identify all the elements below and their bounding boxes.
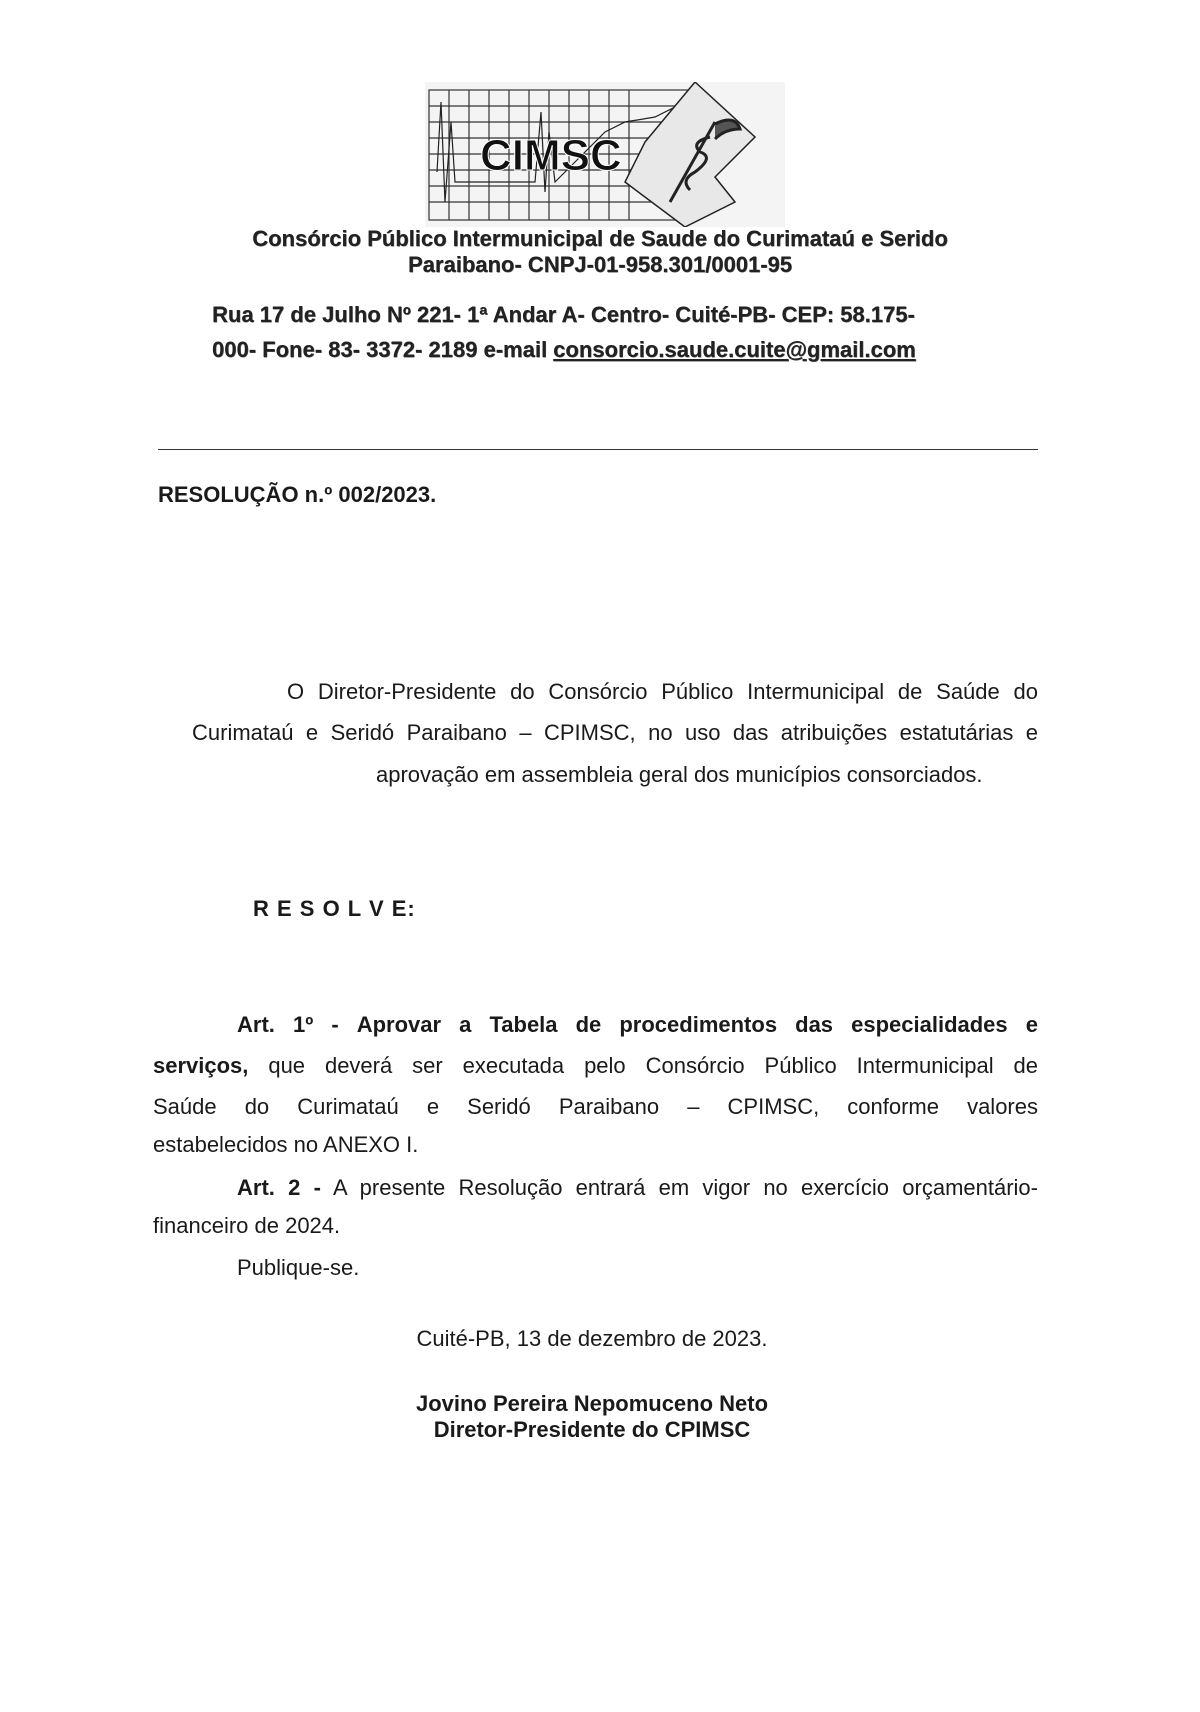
art2-label: Art. 2 - [237,1175,321,1200]
art2-line-2: financeiro de 2024. [153,1213,341,1238]
publish-text: Publique-se. [237,1255,360,1280]
preamble-text: O Diretor-Presidente do Consórcio Público Intermunicipal de Saúde do [287,679,1038,704]
org-name-line1: Consórcio Público Intermunicipal de Saude do Curimataú e Serido [252,226,948,251]
preamble-line-1 [287,679,1038,705]
art1-text: que deverá ser executada pelo Consórcio Público Intermunicipal de [268,1053,1038,1078]
org-name-line2: Paraibano- CNPJ-01-958.301/0001-95 [408,252,792,277]
logo-text: CIMSC [480,131,622,180]
header-divider [158,449,1038,450]
cimsc-logo [425,82,785,227]
signatory-role: Diretor-Presidente do CPIMSC [433,1417,751,1442]
preamble-line-3: aprovação em assembleia geral dos municípios consorciados. [376,762,983,787]
art1-label: Art. 1º - [237,1012,339,1037]
art2-text: A presente Resolução entrará em vigor no exercício orçamentário- [332,1175,1038,1200]
art1-line-1 [237,1012,1038,1038]
art1-line-2 [153,1053,1038,1079]
art1-text: Saúde do Curimataú e Seridó Paraibano – CPIMSC, conforme valores [153,1094,1038,1119]
phone-text: 000- Fone- 83- 3372- 2189 e-mail [212,337,554,362]
date-line: Cuité-PB, 13 de dezembro de 2023. [416,1326,768,1351]
art1-line-4: estabelecidos no ANEXO I. [153,1132,419,1157]
art1-bold-text: Aprovar a Tabela de procedimentos das especialidades e [356,1012,1038,1037]
address-line2 [212,337,1024,363]
resolution-title: RESOLUÇÃO n.º 002/2023. [158,482,437,507]
address-line1: Rua 17 de Julho Nº 221- 1ª Andar A- Centro- Cuité-PB- CEP: 58.175- [212,302,915,327]
art1-bold-text-2: serviços, [153,1053,249,1078]
email-link[interactable]: consorcio.saude.cuite@gmail.com [553,337,916,362]
art2-line-1 [237,1175,1038,1201]
preamble-line-2 [192,720,1038,746]
preamble-text: Curimataú e Seridó Paraibano – CPIMSC, no uso das atribuições estatutárias e [192,720,1038,745]
signatory-name: Jovino Pereira Nepomuceno Neto [415,1391,769,1416]
art1-line-3 [153,1094,1038,1120]
resolve-heading: R E S O L V E: [253,896,416,921]
